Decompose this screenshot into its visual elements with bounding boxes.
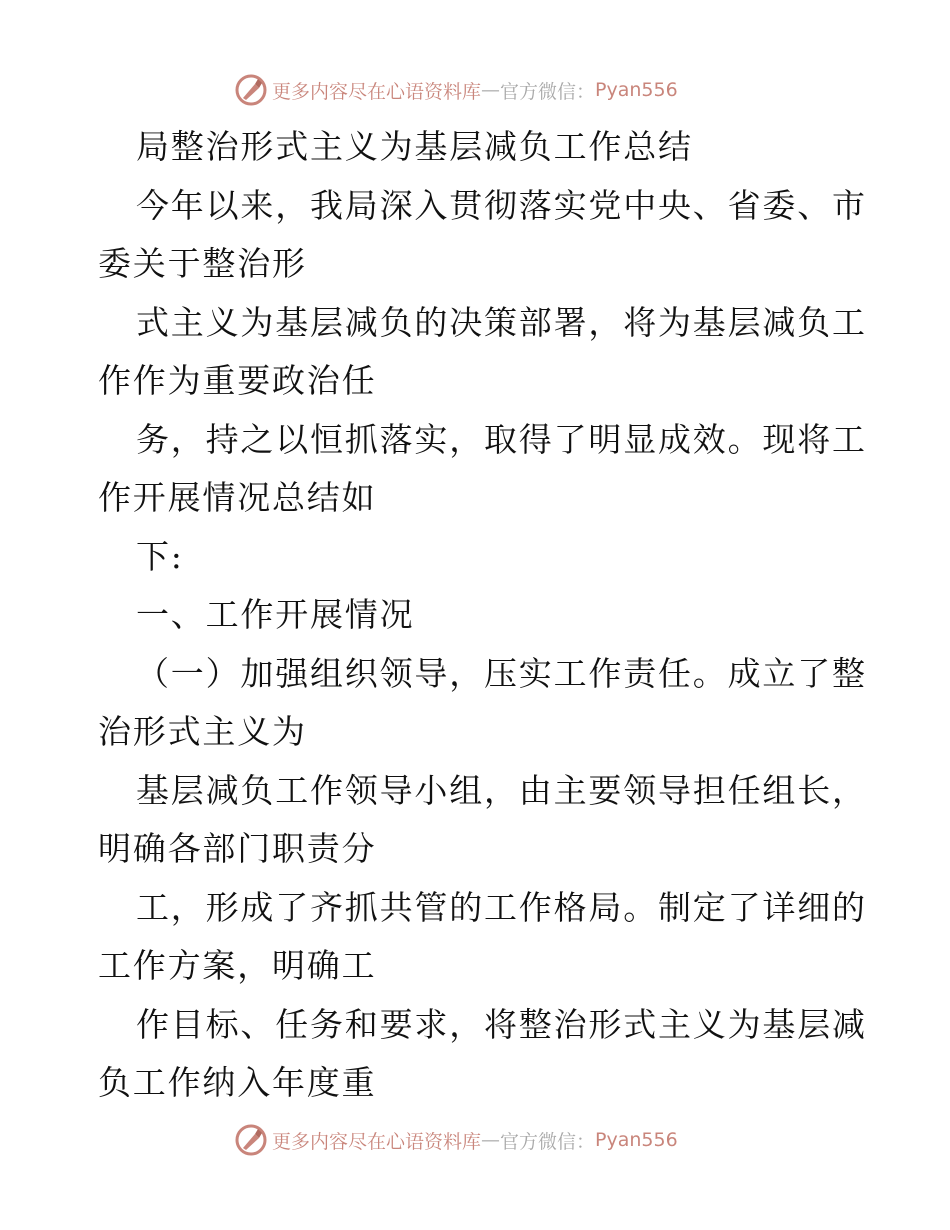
pen-nib-logo-icon bbox=[234, 73, 268, 107]
watermark-separator: — bbox=[481, 79, 501, 101]
paragraph-line: 明确各部门职责分 bbox=[98, 829, 377, 868]
watermark-label: 官方微信： bbox=[500, 80, 596, 103]
paragraph-line: 作作为重要政治任 bbox=[98, 361, 377, 400]
paragraph-line: 务，持之以恒抓落实，取得了明显成效。现将工 bbox=[136, 420, 867, 459]
paragraph-line: 负工作纳入年度重 bbox=[98, 1063, 377, 1102]
paragraph-line: 式主义为基层减负的决策部署，将为基层减负工 bbox=[136, 303, 867, 342]
paragraph-line: 作开展情况总结如 bbox=[98, 478, 377, 517]
pen-nib-logo-icon bbox=[234, 1123, 268, 1157]
watermark-wechat-id: Pyan556 bbox=[595, 1129, 678, 1151]
paragraph-line: 今年以来，我局深入贯彻落实党中央、省委、市 bbox=[136, 186, 867, 225]
watermark-main-text: 更多内容尽在心语资料库 bbox=[272, 1130, 482, 1153]
watermark-label: 官方微信： bbox=[500, 1130, 596, 1153]
document-title: 局整治形式主义为基层减负工作总结 bbox=[136, 127, 693, 166]
footer-watermark bbox=[234, 1122, 754, 1158]
paragraph-line: 下: bbox=[136, 537, 184, 576]
paragraph-line: （一）加强组织领导，压实工作责任。成立了整 bbox=[136, 654, 867, 693]
section-heading: 一、工作开展情况 bbox=[136, 595, 415, 634]
header-watermark bbox=[234, 72, 754, 108]
paragraph-line: 基层减负工作领导小组，由主要领导担任组长， bbox=[136, 771, 867, 810]
paragraph-line: 作目标、任务和要求，将整治形式主义为基层减 bbox=[136, 1005, 867, 1044]
paragraph-line: 工，形成了齐抓共管的工作格局。制定了详细的 bbox=[136, 888, 867, 927]
paragraph-line: 治形式主义为 bbox=[98, 712, 307, 751]
watermark-main-text: 更多内容尽在心语资料库 bbox=[272, 80, 482, 103]
paragraph-line: 工作方案，明确工 bbox=[98, 946, 377, 985]
watermark-separator: — bbox=[481, 1129, 501, 1151]
paragraph-line: 委关于整治形 bbox=[98, 244, 307, 283]
watermark-wechat-id: Pyan556 bbox=[595, 79, 678, 101]
